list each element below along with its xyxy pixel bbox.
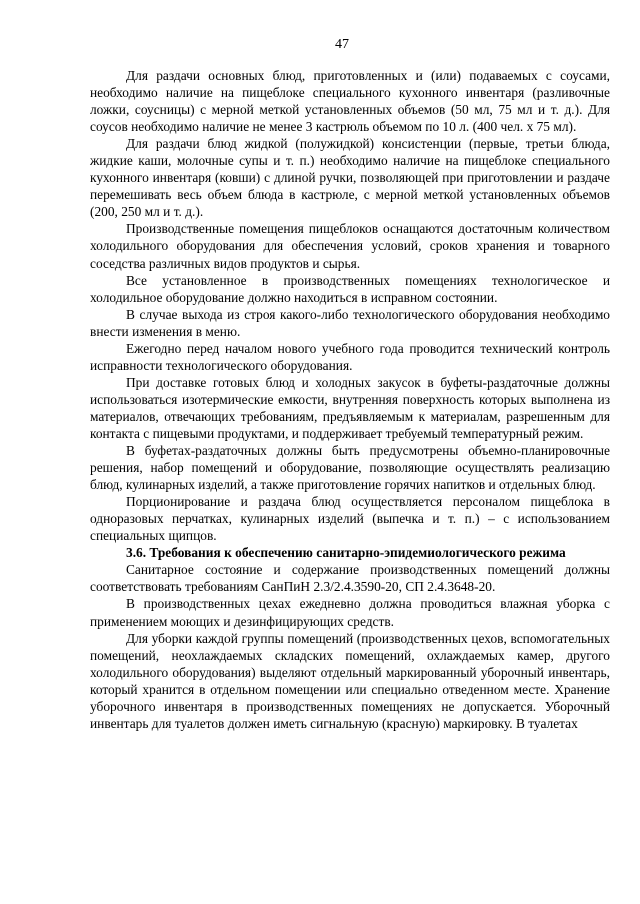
paragraph-cleaning-inventory: Для уборки каждой группы помещений (производственных цехов, вспомогательных помещений, неохлаждаемых складских помещений, охлаждаемых камер, другого холодильного оборудования) выделяют отдельный маркированный уборочный инвентарь, который хранится в отдельном помещении или специально отведенном месте. Хранение уборочного инвентаря в производственных помещениях не допускается. Уборочный инвентарь для туалетов должен иметь сигнальную (красную) маркировку. В туалетах: [90, 630, 610, 731]
page-number: 47: [335, 37, 349, 52]
paragraph-delivery-containers: При доставке готовых блюд и холодных закусок в буфеты-раздаточные должны использоваться изотермические емкости, внутренняя поверхность которых выполнена из материалов, отвечающих требованиям, предъявляемым к материалам, разрешенным для контакта с пищевыми продуктами, и поддерживает требуемый температурный режим.: [90, 374, 610, 441]
paragraph-refrigeration: Производственные помещения пищеблоков оснащаются достаточным количеством холодильного оборудования для обеспечения условий, сроков хранения и товарного соседства различных видов продуктов и сырья.: [90, 221, 610, 271]
section-heading: 3.6. Требования к обеспечению санитарно-эпидемиологического режима: [126, 545, 566, 561]
document-body: [90, 67, 610, 732]
paragraph-annual-inspection: Ежегодно перед началом нового учебного года проводится технический контроль исправности технологического оборудования.: [90, 340, 610, 373]
paragraph-sanitary-condition: Санитарное состояние и содержание производственных помещений должны соответствовать требованиям СанПиН 2.3/2.4.3590-20, СП 2.4.3648-20.: [90, 562, 610, 595]
paragraph-liquid-dishes: Для раздачи блюд жидкой (полужидкой) консистенции (первые, третьи блюда, жидкие каши, молочные супы и т. п.) необходимо наличие на пищеблоке специального кухонного инвентаря (ковши) с длиной ручки, позволяющей при приготовлении и раздаче перемешивать весь объем блюда в кастрюле, с мерной меткой установленных объемов (200, 250 мл и т. д.).: [90, 136, 610, 220]
paragraph-soup-serving: Для раздачи основных блюд, приготовленных и (или) подаваемых с соусами, необходимо наличие на пищеблоке специального кухонного инвентаря (разливочные ложки, соусницы) с мерной меткой установленных объемов (50 мл, 75 мл и т. д.). Для соусов необходимо наличие не менее 3 кастрюль объемом по 10 л. (400 чел. х 75 мл).: [90, 68, 610, 135]
paragraph-portioning: Порционирование и раздача блюд осуществляется персоналом пищеблока в одноразовых перчатках, кулинарных изделий (выпечка и т. п.) – с использованием специальных щипцов.: [90, 494, 610, 544]
paragraph-equipment-failure: В случае выхода из строя какого-либо технологического оборудования необходимо внести изменения в меню.: [90, 306, 610, 339]
paragraph-daily-cleaning: В производственных цехах ежедневно должна проводиться влажная уборка с применением моющих и дезинфицирующих средств.: [90, 596, 610, 629]
paragraph-buffet-layout: В буфетах-раздаточных должны быть предусмотрены объемно-планировочные решения, набор помещений и оборудование, позволяющие осуществлять реализацию блюд, кулинарных изделий, а также приготовление горячих напитков и отдельных блюд.: [90, 443, 610, 493]
paragraph-equipment-condition: Все установленное в производственных помещениях технологическое и холодильное оборудование должно находиться в исправном состоянии.: [90, 272, 610, 305]
